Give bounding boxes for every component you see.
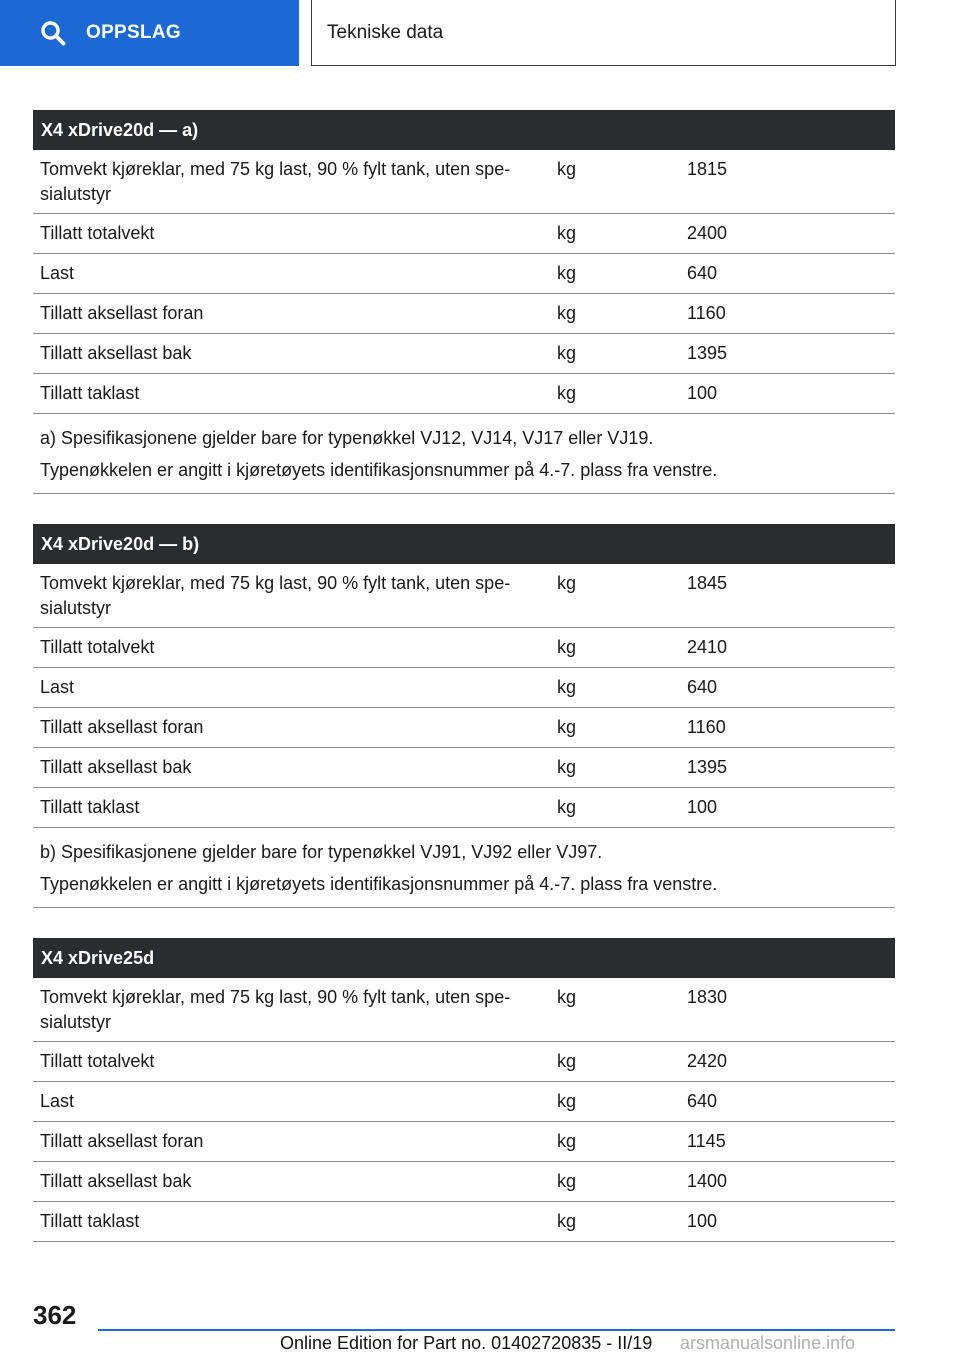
table-row [33, 564, 895, 628]
row-value: 1160 [687, 717, 726, 737]
table-title: X4 xDrive25d [33, 938, 895, 978]
table-row [33, 334, 895, 374]
row-label: Tillatt aksellast foran [40, 303, 204, 323]
spec-table-xdrive20d-a [33, 110, 895, 494]
lookup-label: OPPSLAG [86, 22, 182, 43]
row-value: 1830 [687, 987, 728, 1007]
row-label: Tillatt taklast [40, 1211, 140, 1231]
row-label: Last [40, 677, 75, 697]
footnote-line: Typenøkkelen er angitt i kjøretøyets identifikasjonsnummer på 4.-7. plass fra venstre. [40, 874, 718, 894]
row-unit: kg [557, 159, 577, 179]
table-row [33, 628, 895, 668]
row-label: Tomvekt kjøreklar, med 75 kg last, 90 % fylt tank, uten spe- sialutstyr [40, 573, 511, 618]
row-unit: kg [557, 1091, 577, 1111]
row-label: Tomvekt kjøreklar, med 75 kg last, 90 % fylt tank, uten spe- sialutstyr [40, 987, 511, 1032]
table-row [33, 374, 895, 414]
row-value: 1395 [687, 757, 728, 777]
page-number: 362 [33, 1300, 77, 1330]
lookup-button[interactable] [0, 0, 299, 66]
row-label: Tomvekt kjøreklar, med 75 kg last, 90 % fylt tank, uten spe- sialutstyr [40, 159, 511, 204]
table-row [33, 978, 895, 1042]
row-value: 100 [687, 1211, 718, 1231]
table-footnote [33, 828, 895, 908]
row-value: 640 [687, 1091, 718, 1111]
table-row [33, 1202, 895, 1242]
table-row [33, 1082, 895, 1122]
spec-table-xdrive25d [33, 938, 895, 1242]
watermark: arsmanualsonline.info [680, 1333, 856, 1353]
table-row [33, 788, 895, 828]
row-value: 1815 [687, 159, 728, 179]
spec-content [33, 110, 895, 1272]
row-unit: kg [557, 637, 577, 657]
chapter-title[interactable]: Tekniske data [311, 0, 896, 66]
row-value: 640 [687, 677, 718, 697]
row-unit: kg [557, 223, 577, 243]
row-value: 1400 [687, 1171, 728, 1191]
row-label: Tillatt aksellast foran [40, 717, 204, 737]
table-row [33, 748, 895, 788]
row-unit: kg [557, 573, 577, 593]
table-row [33, 708, 895, 748]
row-value: 640 [687, 263, 718, 283]
row-unit: kg [557, 383, 577, 403]
row-unit: kg [557, 1211, 577, 1231]
row-unit: kg [557, 343, 577, 363]
row-value: 100 [687, 383, 718, 403]
row-value: 1395 [687, 343, 728, 363]
row-unit: kg [557, 797, 577, 817]
table-row [33, 1122, 895, 1162]
row-unit: kg [557, 1171, 577, 1191]
row-value: 2420 [687, 1051, 728, 1071]
table-title: X4 xDrive20d — a) [33, 110, 895, 150]
row-unit: kg [557, 717, 577, 737]
row-label: Tillatt taklast [40, 797, 140, 817]
search-icon [40, 20, 66, 46]
table-row [33, 1042, 895, 1082]
row-label: Last [40, 1091, 75, 1111]
table-title: X4 xDrive20d — b) [33, 524, 895, 564]
row-label: Tillatt totalvekt [40, 1051, 155, 1071]
table-row [33, 294, 895, 334]
row-unit: kg [557, 677, 577, 697]
row-unit: kg [557, 1051, 577, 1071]
edition-text: Online Edition for Part no. 01402720835 - II/19 [280, 1333, 653, 1353]
row-value: 2410 [687, 637, 728, 657]
table-row [33, 254, 895, 294]
row-label: Tillatt aksellast bak [40, 343, 192, 363]
row-value: 100 [687, 797, 718, 817]
top-bar [0, 0, 960, 66]
row-label: Tillatt taklast [40, 383, 140, 403]
row-value: 1845 [687, 573, 728, 593]
row-label: Tillatt aksellast foran [40, 1131, 204, 1151]
table-row [33, 214, 895, 254]
footnote-line: a) Spesifikasjonene gjelder bare for typenøkkel VJ12, VJ14, VJ17 eller VJ19. [40, 428, 654, 448]
row-unit: kg [557, 987, 577, 1007]
table-row [33, 1162, 895, 1202]
row-unit: kg [557, 303, 577, 323]
row-value: 1145 [687, 1131, 726, 1151]
row-value: 2400 [687, 223, 728, 243]
row-unit: kg [557, 757, 577, 777]
row-label: Tillatt totalvekt [40, 223, 155, 243]
row-label: Tillatt aksellast bak [40, 757, 192, 777]
footer-divider [98, 1329, 895, 1331]
row-unit: kg [557, 263, 577, 283]
table-footnote [33, 414, 895, 494]
footnote-line: b) Spesifikasjonene gjelder bare for typenøkkel VJ91, VJ92 eller VJ97. [40, 842, 603, 862]
table-row [33, 668, 895, 708]
row-label: Last [40, 263, 75, 283]
row-label: Tillatt totalvekt [40, 637, 155, 657]
row-value: 1160 [687, 303, 726, 323]
spec-table-xdrive20d-b [33, 524, 895, 908]
row-unit: kg [557, 1131, 577, 1151]
footnote-line: Typenøkkelen er angitt i kjøretøyets identifikasjonsnummer på 4.-7. plass fra venstre. [40, 460, 718, 480]
table-row [33, 150, 895, 214]
row-label: Tillatt aksellast bak [40, 1171, 192, 1191]
